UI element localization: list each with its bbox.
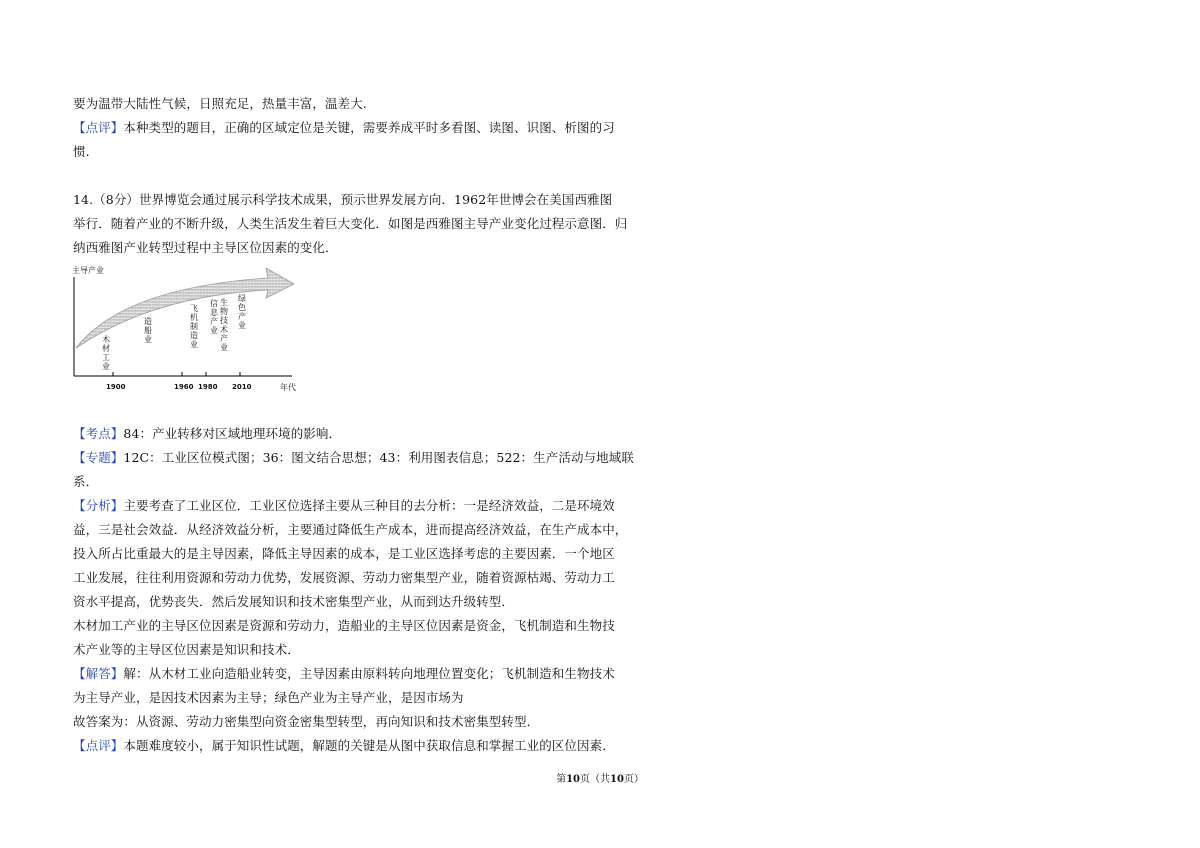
footer-suffix: 页） <box>623 774 644 785</box>
industry-label-aircraft: 飞机制造业 <box>190 304 198 349</box>
industry-label-green: 绿色产业 <box>238 294 246 330</box>
fenxi-line <box>73 498 615 514</box>
comment-tag: 【点评】 <box>73 120 124 135</box>
dianping-line <box>73 738 615 754</box>
page-footer <box>0 773 1200 787</box>
comment-line-continued: 惯. <box>73 144 90 159</box>
question-14-line: 纳西雅图产业转型过程中主导区位因素的变化． <box>73 240 338 255</box>
x-axis-label: 年代 <box>280 383 296 392</box>
fenxi-tag: 【分析】 <box>73 498 124 513</box>
paragraph-line: 要为温带大陆性气候，日照充足，热量丰富，温差大. <box>73 96 367 111</box>
industry-label-information: 信息产业 <box>210 299 218 335</box>
question-14-line: 14.（8分）世界博览会通过展示科学技术成果，预示世界发展方向．1962年世博会在美国西雅图 <box>73 192 613 207</box>
question-14-line: 举行．随着产业的不断升级，人类生活发生着巨大变化．如图是西雅图主导产业变化过程示意图．归 <box>73 216 628 231</box>
kaodian-line <box>73 426 603 442</box>
zhuanti-tag: 【专题】 <box>73 450 124 465</box>
x-tick-label: 1980 <box>198 383 218 391</box>
industry-change-diagram <box>70 262 305 397</box>
jieda-line <box>73 666 615 682</box>
dianping-text: 本题难度较小，属于知识性试题，解题的关键是从图中获取信息和掌握工业的区位因素． <box>123 738 615 753</box>
industry-label-wood: 木材工业 <box>102 335 110 371</box>
kaodian-text: 84：产业转移对区域地理环境的影响． <box>123 426 342 441</box>
dianping-tag: 【点评】 <box>73 738 124 753</box>
industry-label-biotech: 生物技术产业 <box>220 298 228 352</box>
fenxi-line-continued: 术产业等的主导区位因素是知识和技术． <box>73 642 300 657</box>
zhuanti-text: 12C：工业区位模式图；36：图文结合思想；43：利用图表信息；522：生产活动与地域联 <box>123 450 634 465</box>
jieda-line-continued: 为主导产业，是因技术因素为主导；绿色产业为主导产业，是因市场为 <box>73 690 464 705</box>
footer-page-number: 10 <box>566 774 580 785</box>
fenxi-text: 主要考查了工业区位．工业区位选择主要从三种目的去分析：一是经济效益，二是环境效 <box>123 498 615 513</box>
fenxi-line-continued: 投入所占比重最大的是主导因素，降低主导因素的成本，是工业区选择考虑的主要因素．一个地区 <box>73 546 615 561</box>
x-tick-label: 1960 <box>174 383 194 391</box>
jieda-tag: 【解答】 <box>73 666 124 681</box>
kaodian-tag: 【考点】 <box>73 426 124 441</box>
fenxi-line-continued: 木材加工产业的主导区位因素是资源和劳动力，造船业的主导区位因素是资金，飞机制造和生物技 <box>73 618 615 633</box>
fenxi-line-continued: 资水平提高，优势丧失．然后发展知识和技术密集型产业，从而到达升级转型． <box>73 594 515 609</box>
jieda-line-continued: 故答案为：从资源、劳动力密集型向资金密集型转型，再向知识和技术密集型转型． <box>73 714 540 729</box>
zhuanti-line-continued: 系． <box>73 474 99 489</box>
fenxi-line-continued: 工业发展，往往利用资源和劳动力优势，发展资源、劳动力密集型产业，随着资源枯竭、劳动力工 <box>73 570 615 585</box>
industry-label-shipbuilding: 造船业 <box>144 317 152 344</box>
footer-total-pages: 10 <box>610 774 624 785</box>
x-tick-label: 2010 <box>232 383 252 391</box>
y-axis-label: 主导产业 <box>72 266 104 275</box>
footer-mid: 页（共 <box>580 774 610 785</box>
industry-diagram-svg <box>70 262 305 397</box>
x-tick-label: 1900 <box>106 383 126 391</box>
comment-text: 本种类型的题目，正确的区域定位是关键，需要养成平时多看图、读图、识图、析图的习 <box>123 120 615 135</box>
jieda-text: 解：从木材工业向造船业转变，主导因素由原料转向地理位置变化；飞机制造和生物技术 <box>123 666 615 681</box>
zhuanti-line <box>73 450 634 466</box>
footer-prefix: 第 <box>556 774 567 785</box>
fenxi-line-continued: 益，三是社会效益．从经济效益分析，主要通过降低生产成本，进而提高经济效益，在生产成本中， <box>73 522 628 537</box>
comment-line <box>73 120 615 136</box>
